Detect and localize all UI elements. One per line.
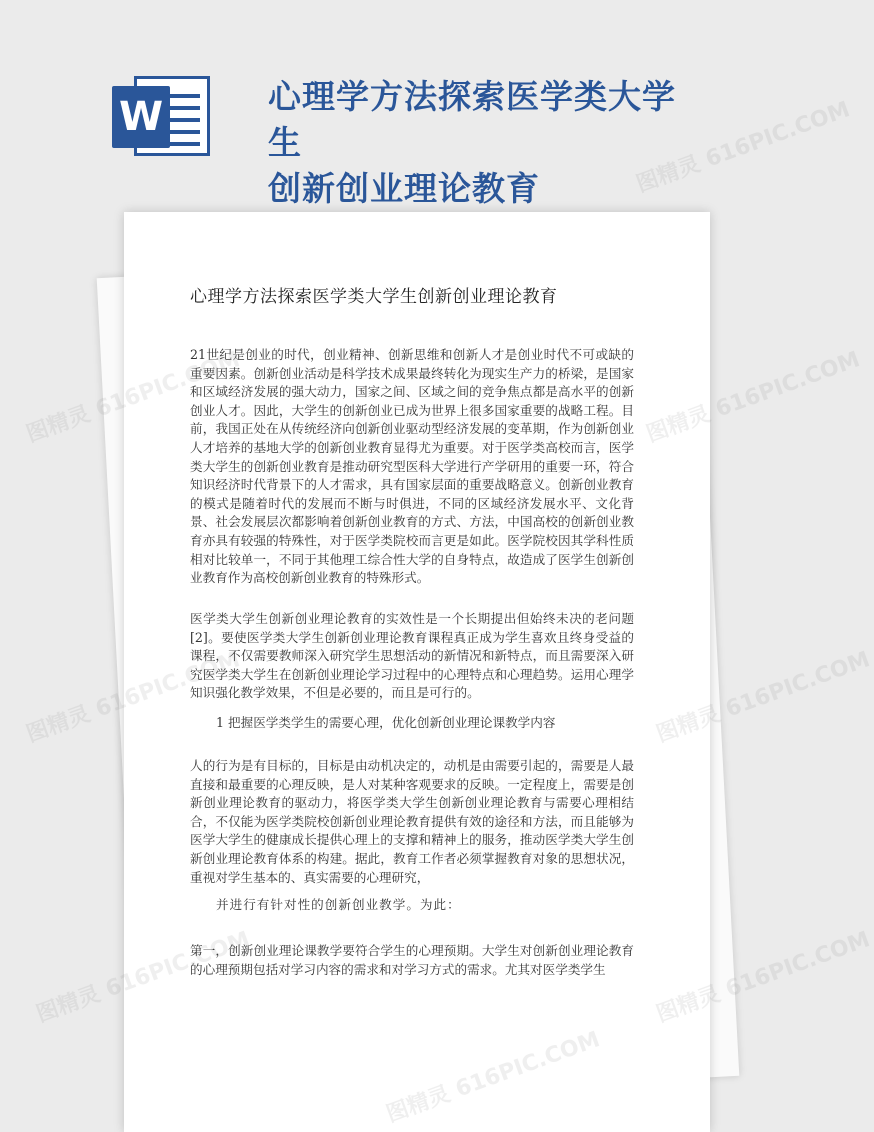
section-heading: 1 把握医学类学生的需要心理，优化创新创业理论课教学内容 xyxy=(216,715,556,730)
page-title xyxy=(268,74,688,212)
paragraph-continuation: 并进行有针对性的创新创业教学。为此： xyxy=(216,897,461,912)
page-title-line-2: 创新创业理论教育 xyxy=(268,169,540,208)
page-title-line-1: 心理学方法探索医学类大学生 xyxy=(268,77,676,162)
paragraph-2: 医学类大学生创新创业理论教育的实效性是一个长期提出但始终未决的老问题[2]。要使医学类大学生创新创业理论教育课程真正成为学生喜欢且终身受益的课程，不仅需要教师深入研究学生思想活动的新情况和新特点，而且需要深入研究医学类大学生在创新创业理论学习过程中的心理特点和心理趋势。运用心理学知识强化教学效果，不但是必要的，而且是可行的。 xyxy=(190,611,634,701)
watermark: 图精灵 616PIC.COM xyxy=(643,347,864,448)
word-logo-letter: W xyxy=(112,86,170,148)
paragraph-3: 人的行为是有目标的，目标是由动机决定的，动机是由需要引起的，需要是人最直接和最重要的心理反映，是人对某种客观要求的反映。一定程度上，需要是创新创业理论教育的驱动力，将医学类大学生创新创业理论教育与需要心理相结合，不仅能为医学类院校创新创业理论教育提供有效的途径和方法，而且能够为医学大学生的健康成长提供心理上的支撑和精神上的服务，推动医学类大学生创新创业理论教育体系的构建。据此，教育工作者必须掌握教育对象的思想状况，重视对学生基本的、真实需要的心理研究， xyxy=(190,758,634,885)
watermark: 图精灵 616PIC.COM xyxy=(653,647,874,748)
paragraph-1: 21世纪是创业的时代，创业精神、创新思维和创新人才是创业时代不可或缺的重要因素。创新创业活动是科学技术成果最终转化为现实生产力的桥梁，是国家和区域经济发展的强大动力，国家之间、区域之间的竞争焦点都是高水平的创新创业人才。因此，大学生的创新创业已成为世界上很多国家重要的战略工程。目前，我国正处在从传统经济向创新创业驱动型经济发展的变革期，作为创新创业人才培养的基地大学的创新创业教育显得尤为重要。对于医学类高校而言，医学类大学生的创新创业教育是推动研究型医科大学进行产学研用的重要一环，符合知识经济时代背景下的人才需求，具有国家层面的重要战略意义。创新创业教育的模式是随着时代的发展而不断与时俱进，不同的区域经济发展水平、文化背景、社会发展层次都影响着创新创业教育的方式、方法，中国高校的创新创业教育亦具有较强的特殊性，对于医学类院校而言更是如此。医学院校因其学科性质相对比较单一，不同于其他理工综合性大学的自身特点，故造成了医学生创新创业教育作为高校创新创业教育的特殊形式。 xyxy=(190,347,634,586)
document-page xyxy=(124,212,710,1132)
header xyxy=(0,0,800,208)
document-title: 心理学方法探索医学类大学生创新创业理论教育 xyxy=(190,287,558,307)
watermark: 图精灵 616PIC.COM xyxy=(653,927,874,1028)
paragraph-4: 第一，创新创业理论课教学要符合学生的心理预期。大学生对创新创业理论教育的心理预期包括对学习内容的需求和对学习方式的需求。尤其对医学类学生 xyxy=(190,943,634,977)
watermark: 图精灵 616PIC.COM xyxy=(633,97,854,198)
watermark: 图精灵 xyxy=(33,981,104,1028)
watermark: 图精灵 xyxy=(23,701,94,748)
watermark: 图精灵 xyxy=(23,401,94,448)
word-document-icon xyxy=(112,72,212,160)
